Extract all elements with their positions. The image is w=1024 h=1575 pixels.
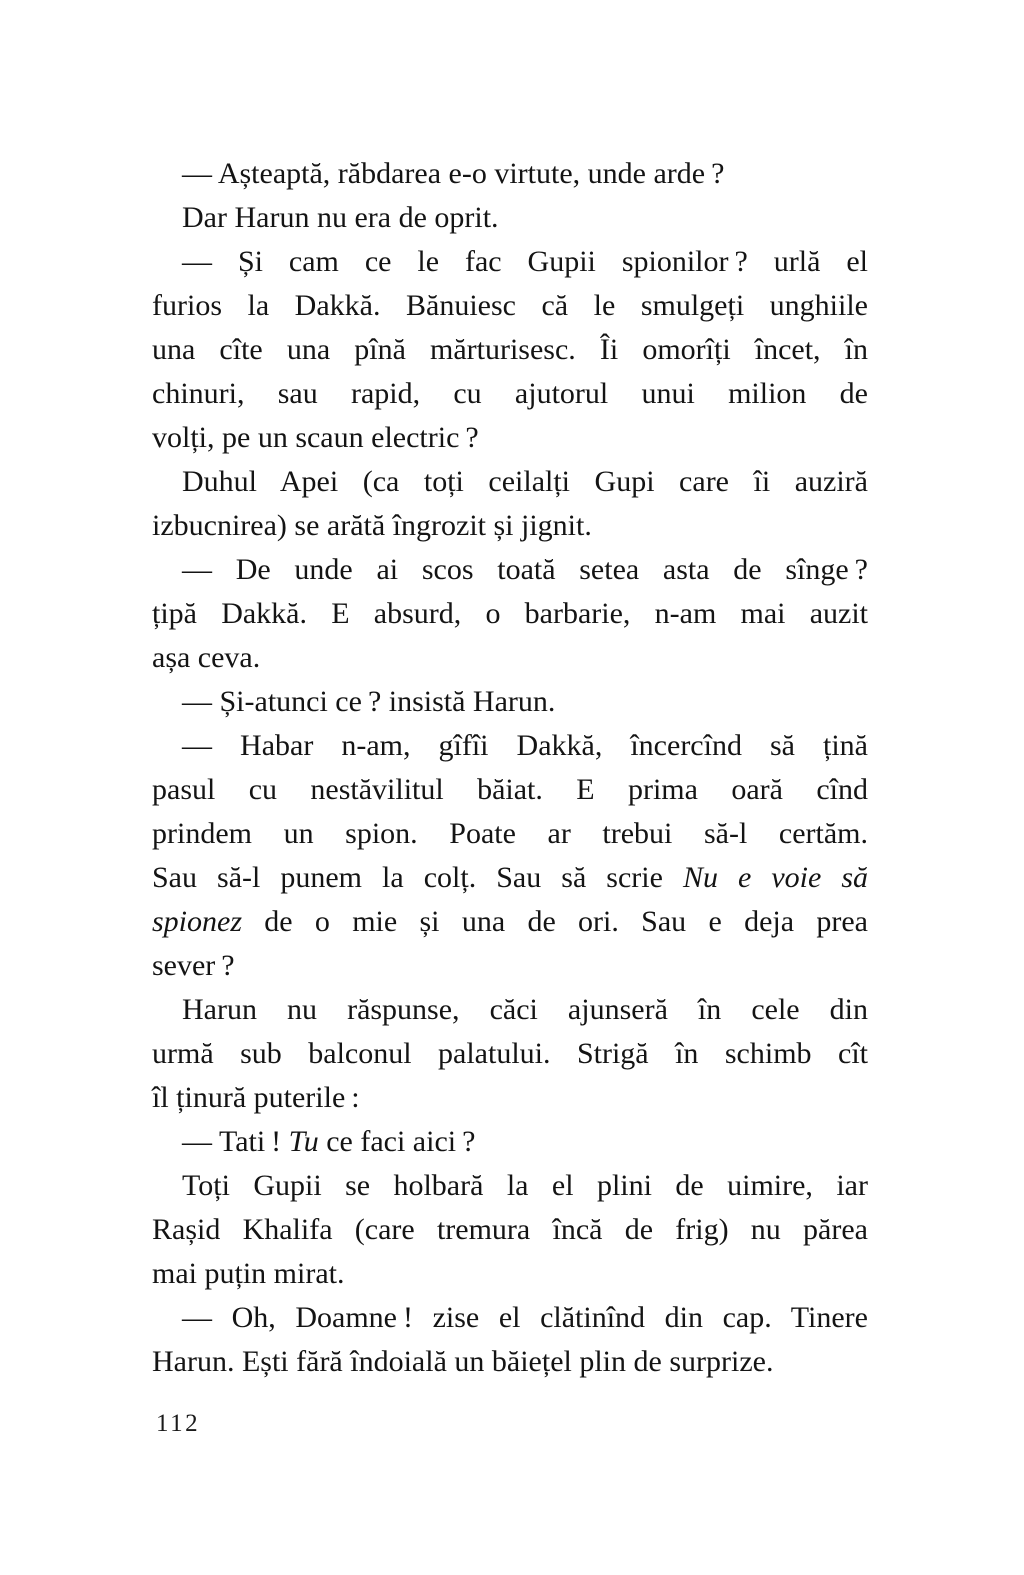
italic-text-segment: Tu (288, 1125, 319, 1158)
text-line (152, 1120, 868, 1164)
text-segment: izbucnirea) se arătă îngrozit și jignit. (152, 509, 592, 542)
text-segment: volți, pe un scaun electric ? (152, 421, 479, 454)
text-line (152, 636, 868, 680)
text-line (152, 1208, 868, 1252)
text-segment: mai puțin mirat. (152, 1257, 345, 1290)
text-line (152, 1252, 868, 1296)
text-line (152, 372, 868, 416)
text-segment: așa ceva. (152, 641, 261, 674)
italic-text-segment: spionez (152, 905, 242, 938)
text-segment: prindem un spion. Poate ar trebui să-l certăm. (152, 817, 868, 850)
text-segment: îl ținură puterile : (152, 1081, 360, 1114)
text-line (152, 152, 868, 196)
text-segment: pasul cu nestăvilitul băiat. E prima oară cînd (152, 773, 868, 806)
text-line (152, 988, 868, 1032)
text-line (152, 1076, 868, 1120)
text-line (152, 460, 868, 504)
text-segment: — Habar n-am, gîfîi Dakkă, încercînd să țină (182, 729, 868, 762)
text-segment: Harun. Ești fără îndoială un băiețel plin de surprize. (152, 1345, 774, 1378)
text-line (152, 504, 868, 548)
text-line (152, 284, 868, 328)
text-line (152, 1164, 868, 1208)
text-segment: chinuri, sau rapid, cu ajutorul unui milion de (152, 377, 868, 410)
text-line (152, 328, 868, 372)
text-line (152, 944, 868, 988)
text-segment: sever ? (152, 949, 235, 982)
text-segment: Toți Gupii se holbară la el plini de uimire, iar (182, 1169, 868, 1202)
text-line (152, 1340, 868, 1384)
text-segment: urmă sub balconul palatului. Strigă în schimb cît (152, 1037, 868, 1070)
text-segment: furios la Dakkă. Bănuiesc că le smulgeți unghiile (152, 289, 868, 322)
text-line (152, 1296, 868, 1340)
text-line (152, 768, 868, 812)
text-line (152, 196, 868, 240)
text-segment: — Oh, Doamne ! zise el clătinînd din cap. Tinere (182, 1301, 868, 1334)
text-line (152, 812, 868, 856)
text-line (152, 724, 868, 768)
text-segment: Sau să-l punem la colț. Sau să scrie (152, 861, 683, 894)
text-line (152, 548, 868, 592)
page-text (152, 152, 868, 1384)
text-line (152, 240, 868, 284)
text-segment: de o mie și una de ori. Sau e deja prea (242, 905, 868, 938)
text-segment: ce faci aici ? (318, 1125, 476, 1158)
text-line (152, 900, 868, 944)
text-line (152, 416, 868, 460)
text-segment: țipă Dakkă. E absurd, o barbarie, n-am mai auzit (152, 597, 868, 630)
text-segment: — De unde ai scos toată setea asta de sînge ? (182, 553, 868, 586)
text-segment: Duhul Apei (ca toți ceilalți Gupi care îi auziră (182, 465, 868, 498)
text-segment: — Și-atunci ce ? insistă Harun. (182, 685, 556, 718)
page-number: 112 (156, 1410, 201, 1437)
text-segment: Harun nu răspunse, căci ajunseră în cele din (182, 993, 868, 1026)
italic-text-segment: Nu e voie să (682, 861, 868, 894)
text-segment: — Tati ! (182, 1125, 289, 1158)
text-segment: Rașid Khalifa (care tremura încă de frig) nu părea (152, 1213, 868, 1246)
text-segment: — Așteaptă, răbdarea e-o virtute, unde arde ? (182, 157, 725, 190)
text-segment: Dar Harun nu era de oprit. (182, 201, 499, 234)
text-line (152, 680, 868, 724)
text-line (152, 592, 868, 636)
text-line (152, 1032, 868, 1076)
text-line (152, 856, 868, 900)
text-segment: una cîte una pînă mărturisesc. Îi omorîți încet, în (152, 333, 868, 366)
text-segment: — Și cam ce le fac Gupii spionilor ? urlă el (182, 245, 868, 278)
